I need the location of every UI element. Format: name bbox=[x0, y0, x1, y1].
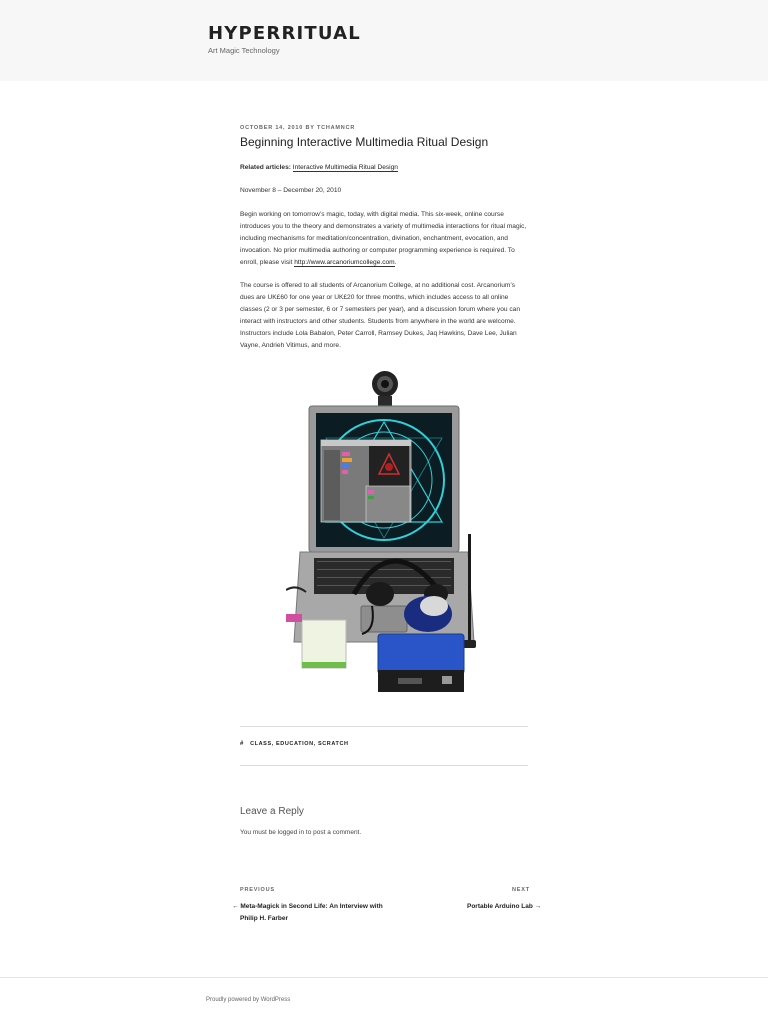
next-title: Portable Arduino Lab bbox=[467, 903, 533, 910]
post-title: Beginning Interactive Multimedia Ritual Design bbox=[240, 135, 489, 149]
external-drive-icon bbox=[378, 634, 464, 692]
related-article-link[interactable]: Interactive Multimedia Ritual Design bbox=[292, 164, 398, 171]
next-label: NEXT bbox=[512, 887, 530, 893]
laptop-image bbox=[286, 362, 482, 698]
tag-class[interactable]: CLASS bbox=[250, 741, 272, 747]
hashtag-icon: # bbox=[240, 741, 244, 747]
previous-post-link[interactable] bbox=[232, 901, 392, 925]
previous-title-line2: Philip H. Farber bbox=[240, 915, 289, 922]
wordpress-credit-link[interactable]: Proudly powered by WordPress bbox=[206, 997, 291, 1003]
login-note: You must be logged in to post a comment. bbox=[240, 829, 362, 836]
paragraph-intro bbox=[240, 209, 530, 269]
byline-by: BY bbox=[305, 125, 315, 131]
course-dates: November 8 – December 20, 2010 bbox=[240, 187, 342, 194]
site-title[interactable]: HYPERRITUAL bbox=[208, 23, 361, 44]
footer-divider bbox=[0, 977, 768, 978]
mouse-icon bbox=[404, 596, 452, 632]
previous-title-line1: Meta-Magick in Second Life: An Interview with bbox=[240, 903, 383, 910]
author-link[interactable]: TCHAMNCR bbox=[316, 125, 356, 131]
entry-meta bbox=[240, 125, 355, 131]
paragraph-details: The course is offered to all students of Arcanorium College, at no additional cost. Arcanorium’s dues are UK£60 for one year or UK£20 for three months, which includes access to all online classes (2 or 3 per semester, 6 or 7 semesters per year), and a discussion forum where you can interact with instructors and other students. Students from anywhere in the world are welcome. Instructors include Lola Babalon, Peter Carroll, Ramsey Dukes, Jaq Hawkins, Dave Lee, Julian Vayne, Andrieh Vitimus, and more. bbox=[240, 282, 520, 349]
tag-education[interactable]: EDUCATION bbox=[275, 741, 314, 747]
site-description: Art Magic Technology bbox=[208, 46, 280, 55]
related-label: Related articles: bbox=[240, 164, 291, 171]
tag-scratch[interactable]: SCRATCH bbox=[317, 741, 349, 747]
arcanorium-link[interactable]: http://www.arcanoriumcollege.com bbox=[294, 259, 395, 266]
divider-bottom bbox=[240, 765, 528, 766]
related-articles bbox=[240, 162, 530, 174]
paragraph-intro-text: Begin working on tomorrow’s magic, today, with digital media. This six-week, online course introduces you to the theory and demonstrates a variety of multimedia interactions for ritual magic, including mechanisms for meditation/concentration, divination, enchantment, evocation, and invocation. No prior multimedia authoring or computer programming experience is required. To enroll, please visit bbox=[240, 211, 527, 266]
previous-label: PREVIOUS bbox=[240, 887, 275, 893]
post-date-link[interactable]: OCTOBER 14, 2010 bbox=[240, 125, 304, 131]
divider-top bbox=[240, 726, 528, 727]
next-post-link[interactable] bbox=[467, 901, 541, 913]
post-tags: # CLASS, EDUCATION, SCRATCH bbox=[240, 741, 349, 747]
arrow-left-icon: ← bbox=[232, 903, 239, 910]
notepad-icon bbox=[302, 620, 346, 668]
paragraph-intro-end: . bbox=[394, 259, 397, 266]
site-header bbox=[0, 0, 768, 81]
arrow-right-icon: → bbox=[534, 903, 542, 910]
reply-title: Leave a Reply bbox=[240, 806, 304, 817]
